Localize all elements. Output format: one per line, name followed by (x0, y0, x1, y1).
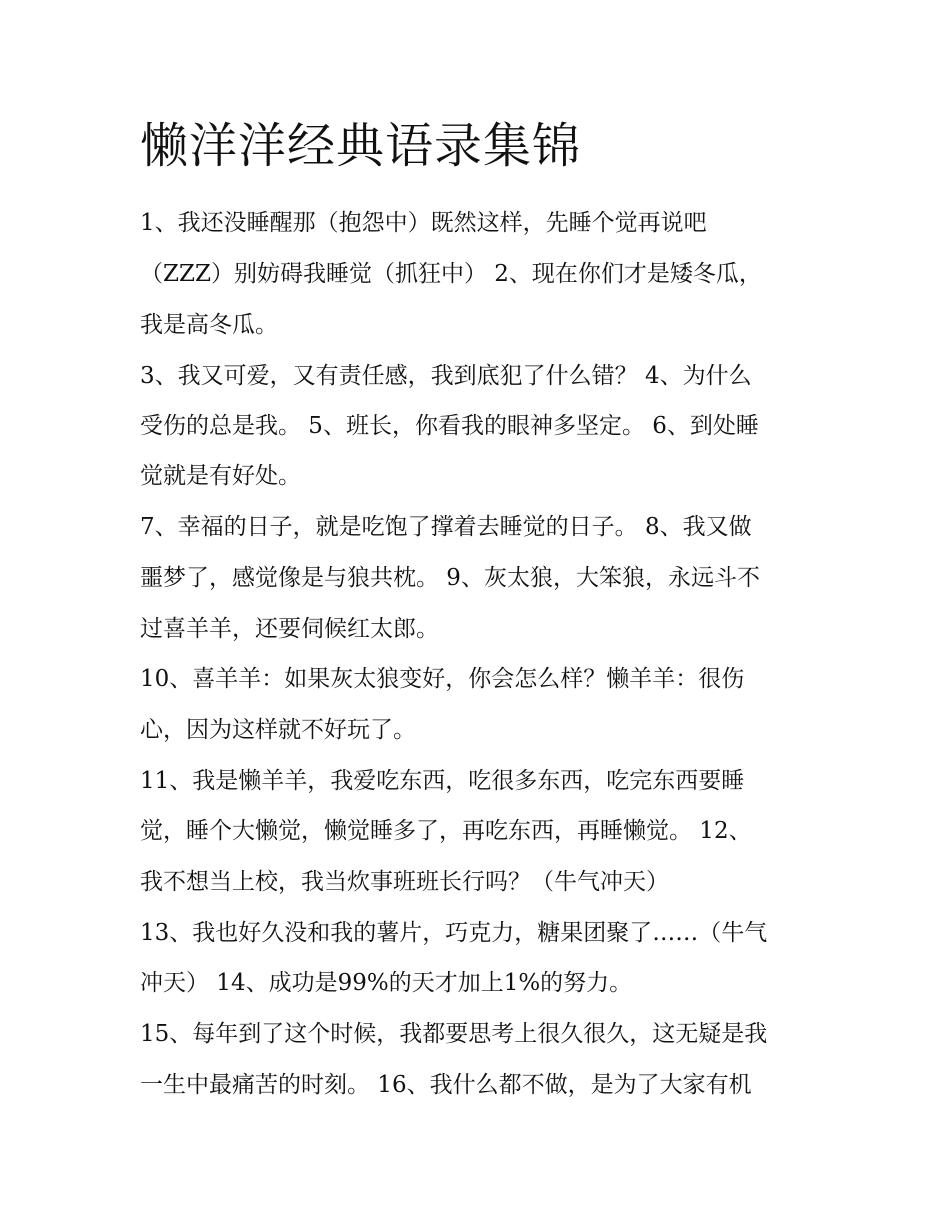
text-line: 我是高冬瓜。 (140, 312, 278, 338)
document-title: 懒洋洋经典语录集锦 (140, 118, 582, 174)
text-line: 噩梦了，感觉像是与狼共枕。 9、灰太狼，大笨狼，永远斗不 (140, 565, 760, 591)
text-line: 我不想当上校，我当炊事班班长行吗？（牛气冲天） (140, 869, 669, 895)
text-line: 冲天） 14、成功是99%的天才加上1%的努力。 (140, 970, 633, 996)
text-line: 10、喜羊羊：如果灰太狼变好，你会怎么样？懒羊羊：很伤 (140, 666, 745, 692)
text-line: 11、我是懒羊羊，我爱吃东西，吃很多东西，吃完东西要睡 (140, 768, 745, 794)
text-line: 过喜羊羊，还要伺候红太郎。 (140, 616, 439, 642)
text-line: 1、我还没睡醒那（抱怨中）既然这样，先睡个觉再说吧 (140, 210, 707, 236)
text-line: 心，因为这样就不好玩了。 (140, 717, 416, 743)
text-line: 觉，睡个大懒觉，懒觉睡多了，再吃东西，再睡懒觉。 12、 (140, 818, 752, 844)
text-line: （ZZZ）别妨碍我睡觉（抓狂中） 2、现在你们才是矮冬瓜， (140, 261, 762, 287)
text-line: 7、幸福的日子，就是吃饱了撑着去睡觉的日子。 8、我又做 (140, 514, 752, 540)
text-line: 15、每年到了这个时候，我都要思考上很久很久，这无疑是我 (140, 1021, 768, 1047)
text-line: 受伤的总是我。 5、班长，你看我的眼神多坚定。 6、到处睡 (140, 413, 759, 439)
text-line: 13、我也好久没和我的薯片，巧克力，糖果团聚了……（牛气 (140, 920, 768, 946)
text-line: 一生中最痛苦的时刻。 16、我什么都不做，是为了大家有机 (140, 1072, 752, 1098)
text-line: 觉就是有好处。 (140, 463, 301, 489)
text-line: 3、我又可爱，又有责任感，我到底犯了什么错？ 4、为什么 (140, 363, 752, 389)
